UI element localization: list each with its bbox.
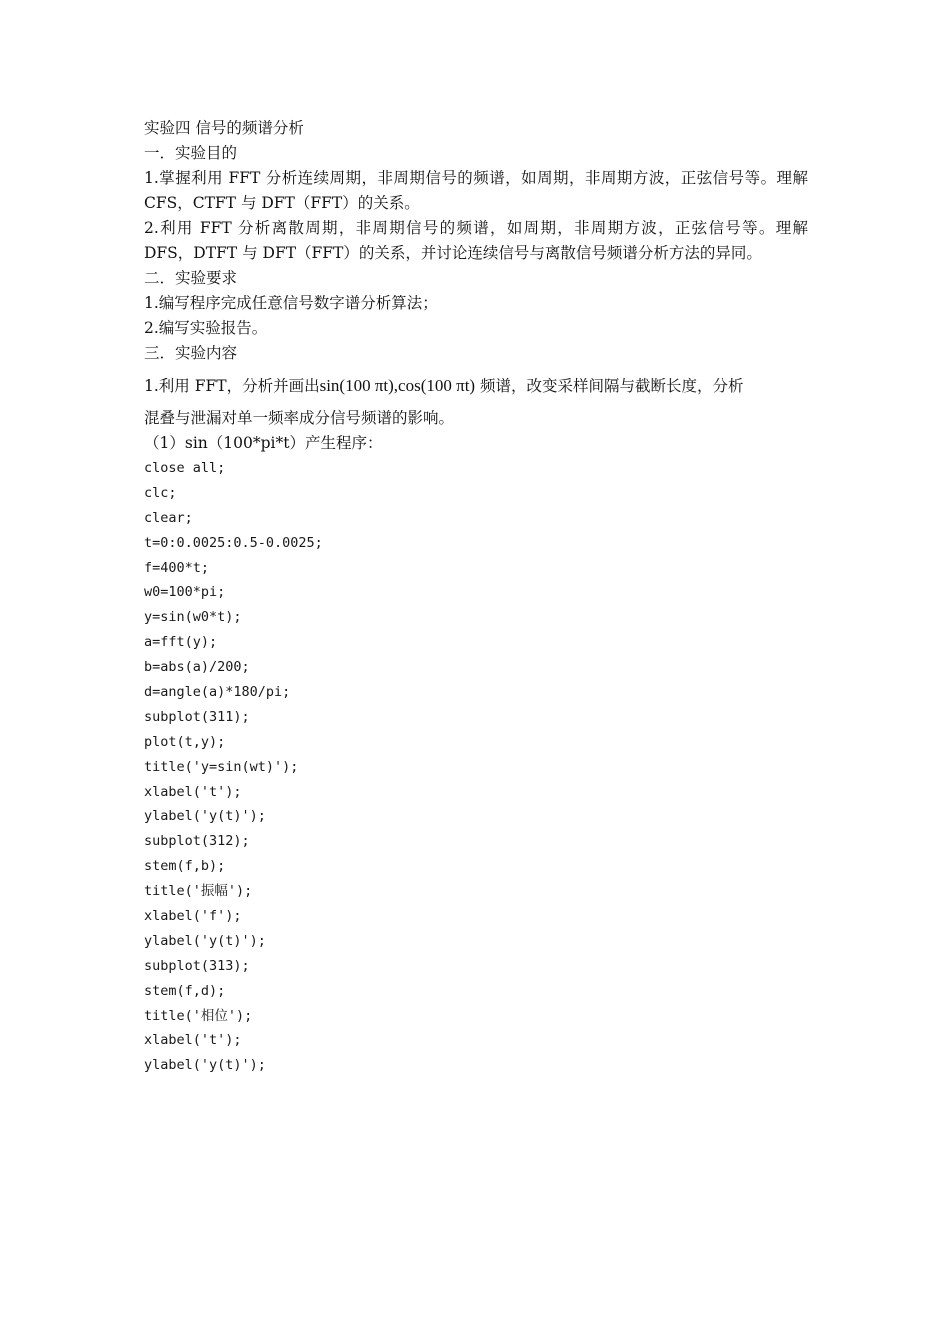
code-line: subplot(311);	[144, 708, 250, 725]
code-line: stem(f,b);	[144, 858, 226, 875]
requirement-item-1: 1.编写程序完成任意信号数字谱分析算法；	[144, 294, 438, 312]
document-title: 实验四 信号的频谱分析	[144, 119, 304, 137]
code-line: ylabel('y(t)');	[144, 1057, 266, 1074]
code-line: title('振幅');	[144, 883, 253, 900]
section-heading-objectives: 一．实验目的	[144, 144, 238, 162]
code-subheading: （1）sin（100*pi*t）产生程序：	[144, 434, 383, 452]
code-line: xlabel('t');	[144, 783, 242, 800]
objective-paragraph-1: 1.掌握利用 FFT 分析连续周期，非周期信号的频谱，如周期，非周期方波，正弦信号等。理解 CFS，CTFT 与 DFT（FFT）的关系。	[144, 169, 808, 212]
code-line: plot(t,y);	[144, 733, 226, 750]
code-line: ylabel('y(t)');	[144, 808, 266, 825]
code-line: title('y=sin(wt)');	[144, 758, 299, 775]
code-line: b=abs(a)/200;	[144, 659, 250, 676]
code-line: subplot(312);	[144, 833, 250, 850]
section-heading-content: 三．实验内容	[144, 344, 238, 362]
code-line: d=angle(a)*180/pi;	[144, 684, 291, 701]
code-line: a=fft(y);	[144, 634, 218, 651]
code-line: stem(f,d);	[144, 982, 226, 999]
content-prefix: 1.利用 FFT，分析并画出	[144, 377, 320, 395]
content-suffix: 频谱，改变采样间隔与截断长度，分析	[475, 377, 744, 395]
code-line: xlabel('f');	[144, 908, 242, 925]
math-formula: sin(100 πt),cos(100 πt)	[319, 376, 476, 395]
code-line: clc;	[144, 484, 177, 501]
code-line: xlabel('t');	[144, 1032, 242, 1049]
code-line: t=0:0.0025:0.5-0.0025;	[144, 534, 323, 551]
content-paragraph-1-line2: 混叠与泄漏对单一频率成分信号频谱的影响。	[144, 409, 455, 427]
requirement-item-2: 2.编写实验报告。	[144, 319, 268, 337]
code-line: f=400*t;	[144, 559, 210, 576]
document-page	[144, 116, 808, 1078]
code-line: clear;	[144, 509, 193, 526]
section-heading-requirements: 二．实验要求	[144, 269, 238, 287]
content-paragraph-1-line1	[144, 366, 808, 406]
code-line: subplot(313);	[144, 957, 250, 974]
code-line: title('相位');	[144, 1007, 253, 1024]
objective-paragraph-2: 2.利用 FFT 分析离散周期，非周期信号的频谱，如周期，非周期方波，正弦信号等。理解 DFS，DTFT 与 DFT（FFT）的关系，并讨论连续信号与离散信号频谱分析方法的异同。	[144, 219, 808, 262]
content-paragraph-1	[144, 366, 808, 431]
code-block	[144, 456, 808, 1078]
code-line: y=sin(w0*t);	[144, 609, 242, 626]
code-line: ylabel('y(t)');	[144, 932, 266, 949]
code-line: close all;	[144, 460, 226, 476]
code-line: w0=100*pi;	[144, 584, 226, 601]
